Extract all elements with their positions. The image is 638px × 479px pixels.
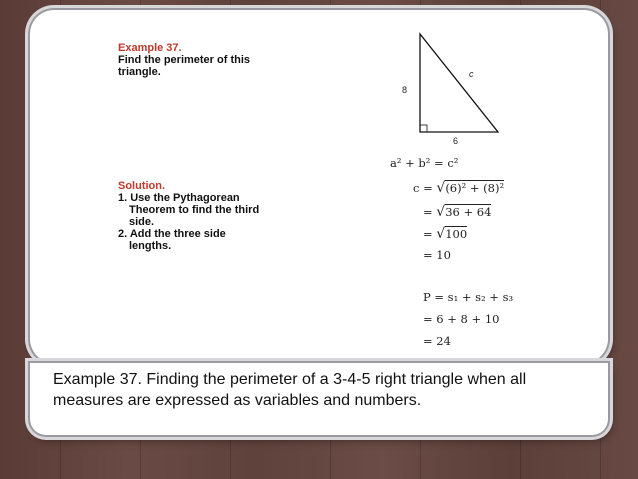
right-angle-marker [420,125,427,132]
step1-line2: Theorem to find the third [129,204,260,216]
right-triangle-figure [390,32,510,147]
solution-title: Solution. [118,180,166,192]
problem-statement [118,42,250,78]
perimeter-sum: = 6 + 8 + 10 [423,312,500,326]
step1-line3: side. [129,216,155,228]
step-10: = 10 [423,248,451,262]
radicand-36-64: 36 + 64 [445,205,492,219]
example-title: Example 37. [118,42,182,54]
perimeter-formula: P = s₁ + s₂ + s₃ [423,290,514,304]
label-vertical: 8 [402,85,408,95]
step-100: = √100 [423,226,468,242]
example-content [100,10,544,363]
caption-box [30,363,608,435]
pythagorean-equation: a² + b² = c² [390,156,459,170]
c-equation: c = √(6)² + (8)² [413,180,505,196]
label-horizontal: 6 [453,136,459,146]
prompt-line-1: Find the perimeter of this [118,54,251,66]
label-hypotenuse: c [469,69,474,79]
solution-steps [118,180,259,252]
step-36-64: = √36 + 64 [423,204,492,220]
perimeter-result: = 24 [423,334,451,348]
step1-line1: 1. Use the Pythagorean [118,192,240,204]
radicand-100: 100 [445,227,468,241]
step2-line2: lengths. [129,240,172,252]
step2-line1: 2. Add the three side [118,228,226,240]
triangle-shape [420,34,498,132]
caption-text: Example 37. Finding the perimeter of a 3-4-5 right triangle when all measures are expressed as variables and numbers. [53,371,527,409]
c-radicand: (6)² + (8)² [445,181,505,195]
prompt-line-2: triangle. [118,66,161,78]
